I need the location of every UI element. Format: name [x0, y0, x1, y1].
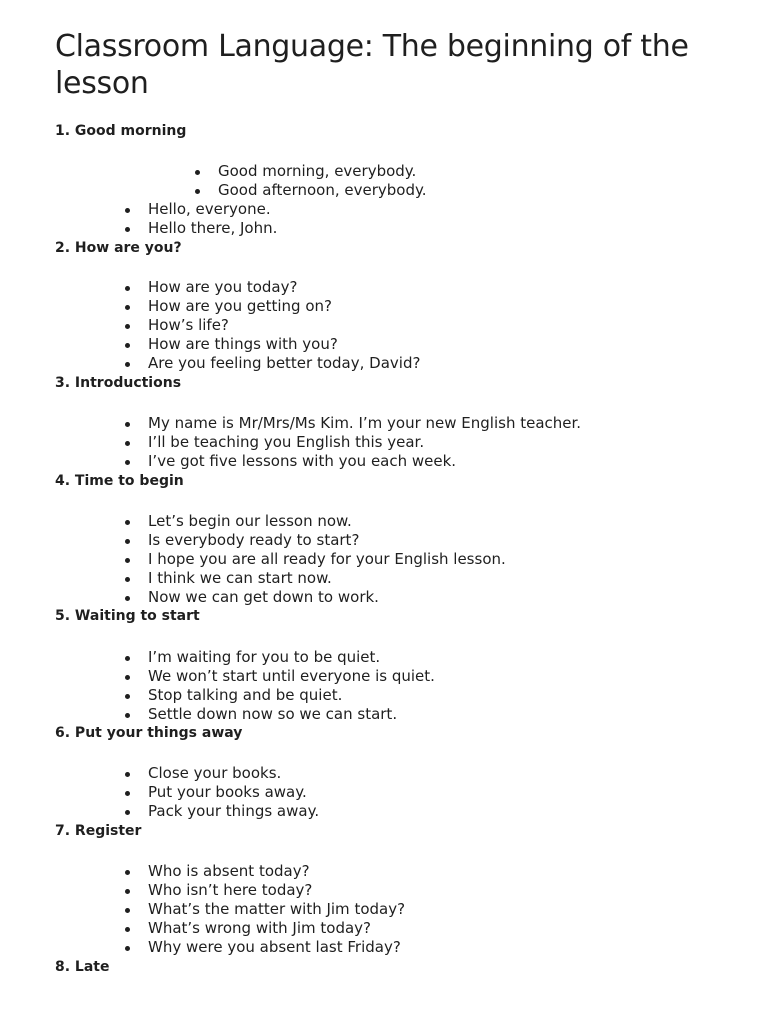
bullet-icon: [125, 596, 130, 601]
page-title: Classroom Language: The beginning of the lesson: [55, 29, 689, 101]
section-heading-waiting-to-start: 5. Waiting to start: [55, 608, 200, 624]
list-item: I’m waiting for you to be quiet.: [148, 648, 380, 667]
bullet-icon: [125, 946, 130, 951]
bullet-icon: [195, 170, 200, 175]
list-item: How are you getting on?: [148, 297, 332, 316]
bullet-icon: [125, 810, 130, 815]
bullet-icon: [125, 558, 130, 563]
list-item: Is everybody ready to start?: [148, 531, 359, 550]
list-item: Good afternoon, everybody.: [218, 181, 427, 200]
list-item: How’s life?: [148, 316, 229, 335]
list-item: I hope you are all ready for your English lesson.: [148, 550, 506, 569]
list-item: Pack your things away.: [148, 802, 319, 821]
list-item: What’s wrong with Jim today?: [148, 919, 371, 938]
bullet-icon: [125, 577, 130, 582]
list-item: Who isn’t here today?: [148, 881, 312, 900]
list-item: Settle down now so we can start.: [148, 705, 397, 724]
bullet-icon: [125, 520, 130, 525]
list-item: Let’s begin our lesson now.: [148, 512, 352, 531]
list-item: I’ve got five lessons with you each week.: [148, 452, 456, 471]
list-item: Why were you absent last Friday?: [148, 938, 401, 957]
bullet-icon: [125, 927, 130, 932]
bullet-icon: [125, 422, 130, 427]
bullet-icon: [125, 713, 130, 718]
bullet-icon: [195, 189, 200, 194]
bullet-icon: [125, 305, 130, 310]
list-item: Now we can get down to work.: [148, 588, 379, 607]
bullet-icon: [125, 324, 130, 329]
list-item: Close your books.: [148, 764, 281, 783]
list-item: My name is Mr/Mrs/Ms Kim. I’m your new English teacher.: [148, 414, 581, 433]
bullet-icon: [125, 870, 130, 875]
list-item: Put your books away.: [148, 783, 307, 802]
list-item: What’s the matter with Jim today?: [148, 900, 405, 919]
list-item: I think we can start now.: [148, 569, 332, 588]
section-heading-introductions: 3. Introductions: [55, 375, 182, 391]
list-item: How are things with you?: [148, 335, 338, 354]
section-heading-register: 7. Register: [55, 823, 142, 839]
bullet-icon: [125, 362, 130, 367]
list-item: Stop talking and be quiet.: [148, 686, 342, 705]
bullet-icon: [125, 889, 130, 894]
list-item: Hello there, John.: [148, 219, 277, 238]
list-item: We won’t start until everyone is quiet.: [148, 667, 435, 686]
bullet-icon: [125, 539, 130, 544]
section-heading-put-things-away: 6. Put your things away: [55, 725, 243, 741]
section-heading-time-to-begin: 4. Time to begin: [55, 473, 184, 489]
bullet-icon: [125, 908, 130, 913]
bullet-icon: [125, 441, 130, 446]
bullet-icon: [125, 343, 130, 348]
list-item: Who is absent today?: [148, 862, 310, 881]
bullet-icon: [125, 460, 130, 465]
section-heading-late: 8. Late: [55, 959, 110, 975]
section-heading-how-are-you: 2. How are you?: [55, 240, 182, 256]
list-item: How are you today?: [148, 278, 297, 297]
bullet-icon: [125, 208, 130, 213]
list-item: Hello, everyone.: [148, 200, 271, 219]
bullet-icon: [125, 656, 130, 661]
bullet-icon: [125, 694, 130, 699]
bullet-icon: [125, 791, 130, 796]
list-item: Good morning, everybody.: [218, 162, 416, 181]
bullet-icon: [125, 227, 130, 232]
bullet-icon: [125, 286, 130, 291]
list-item: I’ll be teaching you English this year.: [148, 433, 424, 452]
list-item: Are you feeling better today, David?: [148, 354, 420, 373]
bullet-icon: [125, 675, 130, 680]
bullet-icon: [125, 772, 130, 777]
section-heading-good-morning: 1. Good morning: [55, 123, 187, 139]
